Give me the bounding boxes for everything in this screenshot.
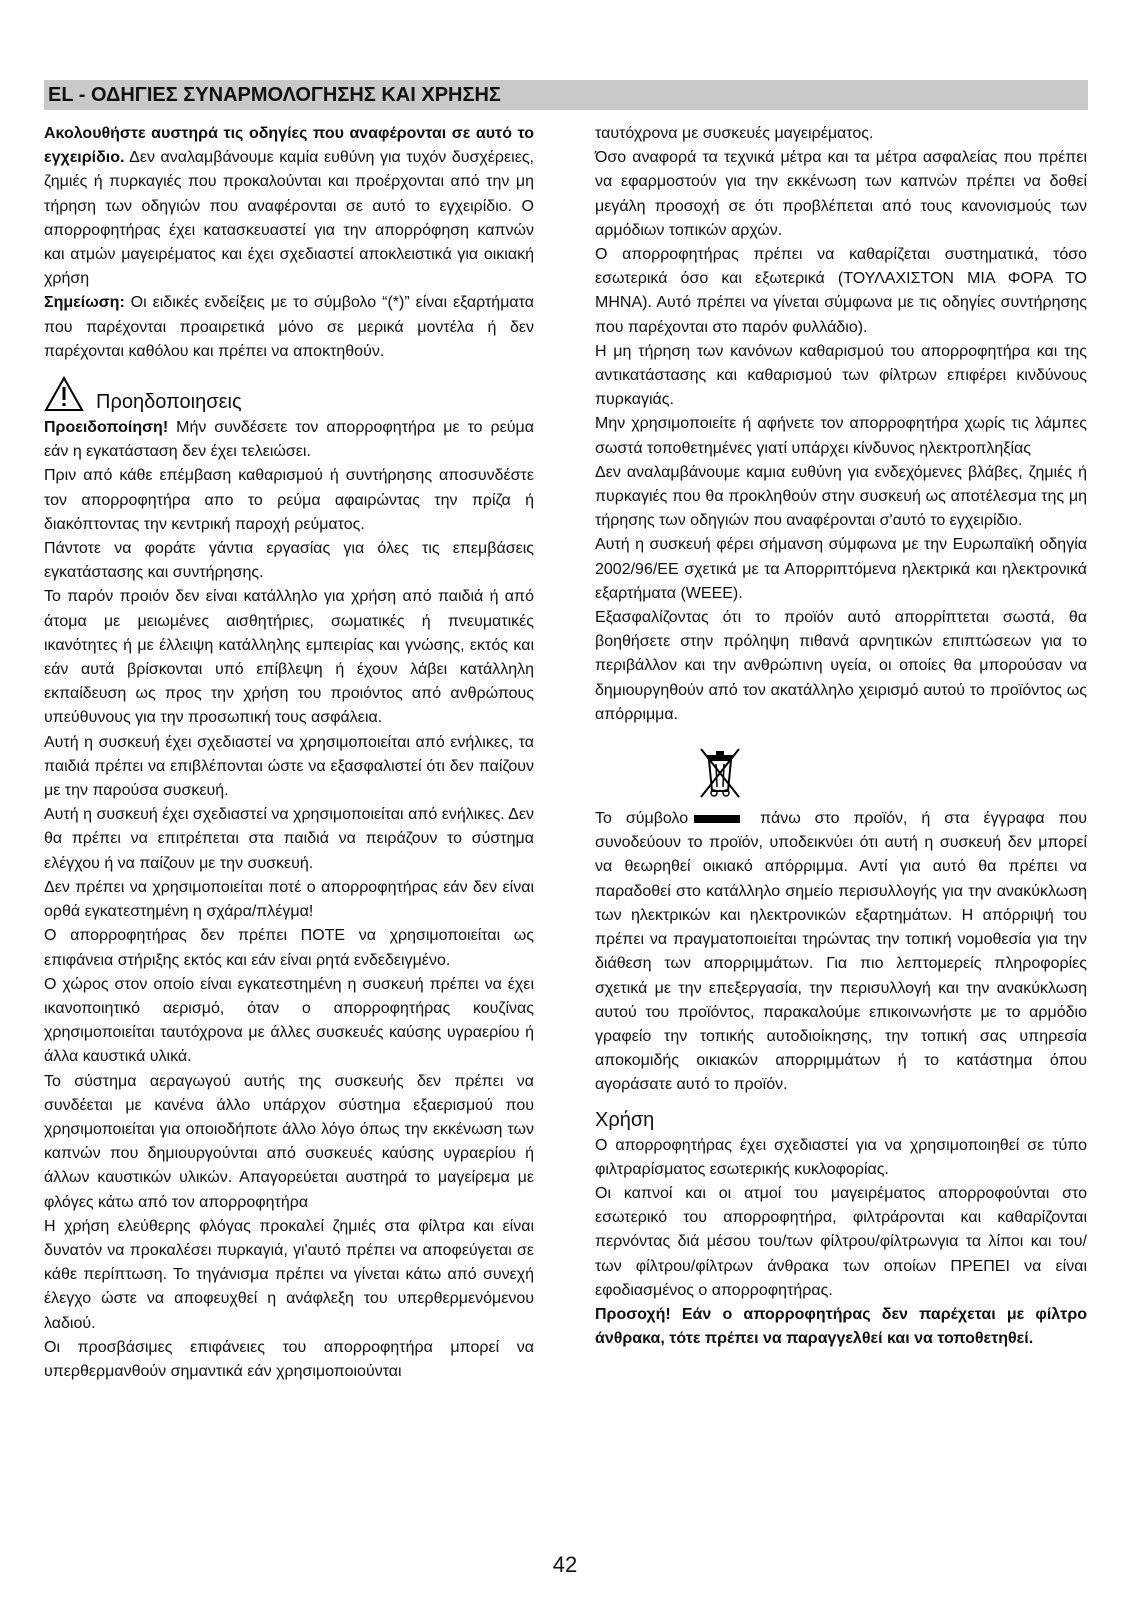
left-paragraph: Οι προσβάσιμες επιφάνειες του απορροφητήρα μπορεί να υπερθερμανθούν σημαντικά εάν χρησιμοποιούνται: [44, 1338, 534, 1380]
right-paragraph: Η μη τήρηση των κανόνων καθαρισμού του απορροφητήρα και της αντικατάστασης και καθαρισμού των φίλτρων επιφέρει κινδύνους πυρκαγιάς.: [595, 342, 1087, 409]
right-paragraph: Δεν αναλαμβάνουμε καμια ευθύνη για ενδεχόμενες βλάβες, ζημιές ή πυρκαγιές που θα προκληθούν στην συσκευή ως αποτέλεσμα της μη τήρησης των οδηγιών που αναφέρονται σ'αυτό το εγχειρίδιο.: [595, 463, 1087, 530]
use-heading: Χρήση: [595, 1108, 655, 1131]
left-paragraph: Ο χώρος στον οποίο είναι εγκατεστημένη η συσκευή πρέπει να έχει ικανοποιητικό αερισμό, όταν ο απορροφητήρας κουζίνας χρησιμοποιείται ταυτόχρονα με άλλες συσκευές καύσης υγραερίου ή άλλα καυστικά υλικά.: [44, 975, 534, 1066]
right-paragraph: ταυτόχρονα με συσκευές μαγειρέματος.: [595, 125, 874, 142]
warnings-heading: Προηδοποιησεις: [96, 391, 242, 414]
attention-paragraph: [595, 1303, 1087, 1351]
intro-bold: Ακολουθήστε αυστηρά τις οδηγίες που αναφέρονται σε αυτό το εγχειρίδιο.: [44, 125, 534, 167]
right-paragraph: Ο απορροφητήρας πρέπει να καθαρίζεται συστηματικά, τόσο εσωτερικά όσο και εξωτερικά (ΤΟΥΛΑΧΙΣΤΟΝ ΜΙΑ ΦΟΡΑ ΤΟ ΜΗΝΑ). Αυτό πρέπει να γίνεται σύμφωνα με τις οδηγίες συντήρησης που παρέχονται στο παρόν φυλλάδιο).: [595, 246, 1087, 336]
intro-paragraph: [44, 122, 534, 291]
left-paragraph: Αυτή η συσκευή έχει σχεδιαστεί να χρησιμοποιείται από ενήλικες. Δεν θα πρέπει να επιτρέπεται στα παιδιά να πειράζουν το σύστημα ελέγχου ή να παίζουν με την συσκευή.: [44, 806, 534, 872]
left-paragraph: Το παρόν προιόν δεν είναι κατάλληλο για χρήση από παιδιά ή από άτομα με μειωμένες αισθητήριες, σωματικές ή πνευματικές ικανότητες ή με έλλειψη κατάλληλης εμπειρίας και γνώσης, εκτός και εάν αυτά βρίσκονται υπό επίβλεψη ή έχουν λάβει κατάλληλη εκπαίδευση ως προς την χρήση του προιόντος από ανθρώπους υπεύθυνους για την προσωπική τους ασφάλεια.: [44, 588, 534, 727]
warning-label: Προειδοποίηση!: [44, 419, 169, 437]
left-paragraph: Αυτή η συσκευή έχει σχεδιαστεί να χρησιμοποιείται από ενήλικες, τα παιδιά πρέπει να επιβλέπονται ώστε να εξασφαλιστεί ότι δεν παίζουν με την παρούσα συσκευή.: [44, 733, 534, 800]
page-number: 42: [552, 1552, 578, 1577]
warning-text: Μήν συνδέσετε τον απορροφητήρα με το ρεύμα εάν η εγκατάσταση δεν έχει τελειώσει.: [44, 419, 534, 461]
symbol-before: Το σύμβολο: [595, 810, 689, 828]
weee-bar-icon: [694, 815, 740, 823]
right-paragraph: Εξασφαλίζοντας ότι το προϊόν αυτό απορρίπτεται σωστά, θα βοηθήσετε στην πρόληψη πιθανά αρνητικών επιπτώσεων για το περιβάλλον και την ανθρώπινη υγεία, οι οποίες θα μπορούσαν να δημιουργηθούν από τον ακατάλληλο χειρισμό αυτού το προϊόντος ως απόρριμμα.: [595, 609, 1087, 723]
note-paragraph: [44, 291, 534, 364]
intro-text: Δεν αναλαμβάνουμε καμία ευθύνη για τυχόν δυσχέρειες, ζημιές ή πυρκαγιές που προκαλούνται και προέρχονται από την μη τήρηση των οδηγιών που αναφέρονται σε αυτό το εγχειρίδιο. Ο απορροφητήρας έχει κατασκευαστεί για την απορρόφηση καπνών και ατμών μαγειρέματος και έχει σχεδιαστεί αποκλειστικά για οικιακή χρήση: [44, 149, 534, 288]
crossed-bin-icon: [697, 745, 743, 801]
left-paragraph: Η χρήση ελεύθερης φλόγας προκαλεί ζημιές στα φίλτρα και είναι δυνατόν να προκαλέσει πυρκαγιά, γι'αυτό πρέπει να αποφεύγεται σε κάθε περίπτωση. Το τηγάνισμα πρέπει να γίνεται κάτω από συνεχή έλεγχο ώστε να αποφευχθεί η ανάφλεξη του υπερθερμενόμενου λαδιού.: [44, 1217, 534, 1332]
use-paragraph: Ο απορροφητήρας έχει σχεδιαστεί για να χρησιμοποιηθεί σε τύπο φιλτραρίσματος εσωτερικής κυκλοφορίας.: [595, 1136, 1087, 1178]
left-column: [44, 122, 534, 1384]
attention-text: Προσοχή! Εάν ο απορροφητήρας δεν παρέχεται με φίλτρο άνθρακα, τότε πρέπει να παραγγελθεί και να τοποθετηθεί.: [595, 1305, 1087, 1348]
note-text: Οι ειδικές ενδείξεις με το σύμβολο “(*)” είναι εξαρτήματα που παρέχονται προαιρετικά μόνο σε μερικά μοντέλα ή δεν παρέχονται καθόλου και πρέπει να αποκτηθούν.: [44, 294, 534, 360]
section-header: [44, 80, 1088, 110]
left-paragraph: Το σύστημα αεραγωγού αυτής της συσκευής δεν πρέπει να συνδέεται με κανένα άλλο υπάρχον σύστημα εξαερισμού που χρησιμοποιείται για οποιοδήποτε άλλο λόγο όπως την εκκένωση των καπνών που δημιουργούνται από συσκευές καύσης υγραερίου ή άλλων καυστικών υλικών. Απαγορεύεται αυστηρά το μαγείρεμα με φλόγες κάτω από τον απορροφητήρα: [44, 1072, 534, 1211]
warning-paragraph: [44, 416, 534, 464]
left-paragraph: Πριν από κάθε επέμβαση καθαρισμού ή συντήρησης αποσυνδέστε τον απορροφητήρα απο το ρεύμα αφαιρώντας την πρίζα ή διακόπτοντας την κεντρική παροχή ρεύματος.: [44, 467, 534, 533]
right-paragraph: Αυτή η συσκευή φέρει σήμανση σύμφωνα με την Ευρωπαϊκή οδηγία 2002/96/ΕΕ σχετικά με τα Απορριπτόμενα ηλεκτρικά και ηλεκτρονικά εξαρτήματα (WEEE).: [595, 536, 1087, 602]
right-paragraph: Μην χρησιμοποιείτε ή αφήνετε τον απορροφητήρα χωρίς τις λάμπες σωστά τοποθετημένες γιατί υπάρχει κίνδυνος ηλεκτροπληξίας: [595, 415, 1087, 457]
symbol-after: πάνω στο προϊόν, ή στα έγγραφα που συνοδεύουν το προϊόν, υποδεικνύει ότι αυτή η συσκευή δεν μπορεί να θεωρηθεί οικιακό απόρριμμα. Αντί για αυτό θα πρέπει να παραδοθεί στο κατάλληλο σημείο περισυλλογής για την ανακύκλωση των ηλεκτρικών και ηλεκτρονικών εξαρτημάτων. Η απόρριψή του πρέπει να πραγματοποιείται τηρώντας την τοπική νομοθεσία για την διάθεση των απορριμμάτων. Για πιο λεπτομερείς πληροφορίες σχετικά με την επεξεργασία, την περισυλλογή και την ανακύκλωση αυτού του προϊόντος, παρακαλούμε επικοινωνήστε με το αρμόδιο γραφείο την τοπικής αυτοδιοίκησης, την τοπική σας υπηρεσία αποκομιδής οικιακών απορριμμάτων ή το κατάστημα όπου αγοράσατε αυτό το προϊόν.: [595, 810, 1088, 1094]
right-column: [595, 122, 1087, 1351]
right-paragraph: Όσο αναφορά τα τεχνικά μέτρα και τα μέτρα ασφαλείας που πρέπει να εφαρμοστούν για την εκκένωση των καπνών πρέπει να δοθεί μεγάλη προσοχή σε ότι προβλέπεται από τους κανονισμούς των αρμόδιων τοπικών αρχών.: [595, 149, 1087, 239]
warning-triangle-icon: [44, 376, 84, 412]
warnings-heading-block: [44, 372, 534, 416]
left-paragraph: Ο απορροφητήρας δεν πρέπει ΠΟΤΕ να χρησιμοποιείται ως επιφάνεια στήριξης εκτός και εάν είναι ρητά ενδεδειγμένο.: [44, 927, 534, 969]
use-paragraph: Οι καπνοί και οι ατμοί του μαγειρέματος απορροφούνται στο εσωτερικό του απορροφητήρα, φιλτράρονται και καθαρίζονται περνόντας διά μέσου του/των φίλτρου/φίλτρωνγια τα λίποι και του/των φίλτρου/φίλτρων άνθρακα των οποίων ΠΡΕΠΕΙ να είναι εφοδιασμένος ο απορροφητήρας.: [595, 1184, 1087, 1299]
weee-symbol-block: [595, 745, 1087, 807]
note-label: Σημείωση:: [44, 294, 125, 312]
header-title: EL - ΟΔΗΓΙΕΣ ΣΥΝΑΡΜΟΛΟΓΗΣΗΣ ΚΑΙ ΧΡΗΣΗΣ: [48, 84, 501, 106]
weee-paragraph: [595, 807, 1087, 1097]
left-paragraph: Δεν πρέπει να χρησιμοποιείται ποτέ ο απορροφητήρας εάν δεν είναι ορθά εγκατεστημένη η σχάρα/πλέγμα!: [44, 878, 534, 921]
left-paragraph: Πάντοτε να φοράτε γάντια εργασίας για όλες τις επεμβάσεις εγκατάστασης και συντήρησης.: [44, 540, 534, 582]
